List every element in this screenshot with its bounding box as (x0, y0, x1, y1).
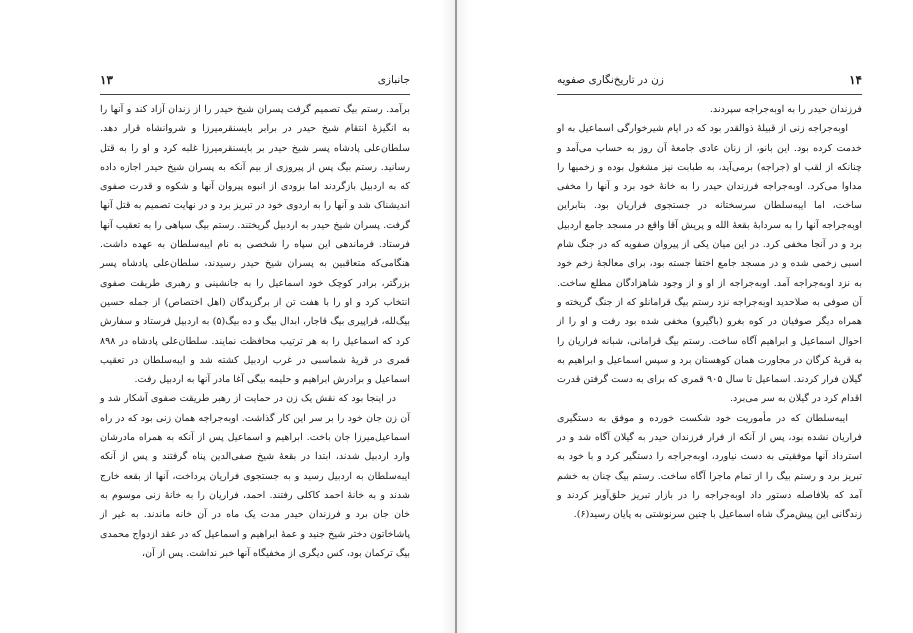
left-page (0, 0, 456, 633)
right-paragraph-3: ایبه‌سلطان که در مأموریت خود شکست خورده و موفق به دستگیری فراریان نشده بود، پس از آنکه از فرار فرزندان حیدر به گیلان آگاه شد و در استرداد آنها موفقیتی به دست نیاورد، اوبه‌جراجه را دستگیر کرد و با خود به تبریز برد و رستم بیگ را از تمام ماجرا آگاه ساخت. رستم بیگ چنان به خشم آمد که بلافاصله دستور داد اوبه‌جراجه را در بازار تبریز حلق‌آویز کردند و زندگانی این پیش‌مرگ شاه اسماعیل با چنین سرنوشتی به پایان رسید(۶). (557, 412, 862, 521)
left-page-number: ۱۳ (100, 73, 113, 87)
right-page (457, 0, 913, 633)
left-paragraph-1: برآمد. رستم بیگ تصمیم گرفت پسران شیخ حیدر را از زندان آزاد کند و آنها را به انگیزۀ انتقام شیخ حیدر در برابر بایسنقرمیرزا و شروانشاه قرار دهد. سلطان‌علی پادشاه پسر شیخ حیدر بر بایسنقرمیرزا غلبه کرد و او را به قتل رسانید. رستم بیگ پس از پیروزی از بیم آنکه به پسران شیخ حیدر اجازه داده که به اردبیل بازگردند اما بزودی از انبوه پیروان آنها و شکوه و قدرت صفوی اندیشناک شد و آنها را به اردوی خود در تبریز برد و در نهایت تصمیم به قتل آنها گرفت. پسران شیخ حیدر به اردبیل گریختند. رستم بیگ سپاهی را به تعقیب آنها فرستاد. فرماندهی این سپاه را شخصی به نام ایبه‌سلطان به عهده داشت. هنگامی‌که متعاقبین به پسران شیخ حیدر رسیدند، سلطان‌علی پادشاه پسر بزرگتر، برادر کوچک خود اسماعیل را به جانشینی و رهبری طریقت صفوی انتخاب کرد و او را با هفت تن از برگزیدگان (اهل اختصاص) از جمله حسین بیگ‌لله، قراپیری بیگ قاجار، ابدال بیگ و ده بیگ(۵) به اردبیل فرستاد و سفارش کرد که اسماعیل را به هر ترتیب محافظت نمایند. سلطان‌علی پادشاه در ۸۹۸ قمری در قریۀ شماسبی در غرب اردبیل کشته شد و ایبه‌سلطان در تعقیب اسماعیل و برادرش ابراهیم و حلیمه بیگی آغا مادر آنها به اردبیل رفت. (100, 104, 410, 386)
right-running-title: زن در تاریخ‌نگاری صفویه (557, 74, 664, 86)
left-running-title: جانبازی (377, 74, 410, 86)
left-body-text (100, 100, 410, 563)
right-header-rule (557, 94, 862, 95)
right-page-number: ۱۴ (849, 73, 862, 87)
gutter-shadow-left (440, 0, 455, 633)
right-body-text (557, 100, 862, 525)
right-paragraph-1: فرزندان حیدر را به اوبه‌جراجه سپردند. (709, 104, 862, 115)
right-paragraph-2: اوبه‌جراجه زنی از قبیلۀ ذوالقدر بود که در ایام شیرخوارگی اسماعیل به او خدمت کرده بود. این بانو، از زنان عادی جامعۀ آن روز به حساب می‌آمد و چنانکه از لقب او (جراجه) برمی‌آید، به طبابت نیز مشغول بوده و زخمیها را مداوا می‌کرد. اوبه‌جراجه فرزندان حیدر را به خانۀ خود برد و آنها را مخفی ساخت، اما ایبه‌سلطان سرسختانه در جستجوی فراریان بود. بنابراین اوبه‌جراجه آنها را به سردابۀ بقعۀ الله و پریش آقا واقع در مسجد جامع اردبیل برد و در آنجا مخفی کرد. در این میان یکی از پیروان صفویه که در جنگ شام اسبی زخمی شده و در مسجد جامع اختفا جسته بود، برای معالجۀ زخم خود به نزد اوبه‌جراجه آمد. اوبه‌جراجه از او و از وجود شاهزادگان مطلع ساخت. آن صوفی به صلاحدید اوبه‌جراجه نزد رستم بیگ قرامانلو که از جنگ گریخته و همراه دیگر صوفیان در کوه بغرو (باگیرو) مخفی شده بود رفت و او را از احوال اسماعیل و ابراهیم آگاه ساخت. رستم بیگ قرامانی، شبانه فراریان را به قریۀ کرگان در مجاورت همان کوهستان برد و سپس اسماعیل و ابراهیم به گیلان فرار کردند. اسماعیل تا سال ۹۰۵ قمری که برای به دست گرفتن قدرت اقدام کرد در گیلان به سر می‌برد. (557, 123, 863, 405)
left-paragraph-2: در اینجا بود که نقش یک زن در حمایت از رهبر طریقت صفوی آشکار شد و آن زن جان خود را بر سر این کار گذاشت. اوبه‌جراجه همان زنی بود که در راه اسماعیل‌میرزا جان باخت. ابراهیم و اسماعیل پس از آنکه به همراه مادرشان وارد اردبیل شدند، ابتدا در بقعۀ شیخ صفی‌الدین پناه گرفتند و پس از آنکه ایبه‌سلطان به اردبیل رسید و به جستجوی فراریان پرداخت، آنها از بقعه خارج شدند و به خانۀ احمد کاکلی رفتند. احمد، فراریان را به خانۀ زنی موسوم به خان جان برد و فرزندان حیدر مدت یک ماه در آن خانه ماندند. به غیر از پاشاخاتون دختر شیخ جنید و عمۀ ابراهیم و اسماعیل که در عقد ازدواج محمدی بیگ ترکمان بود، کس دیگری از مخفیگاه آنها خبر نداشت. پس از آن، (100, 393, 410, 559)
right-page-header (557, 73, 862, 91)
left-page-header (100, 73, 410, 91)
left-header-rule (100, 94, 410, 95)
